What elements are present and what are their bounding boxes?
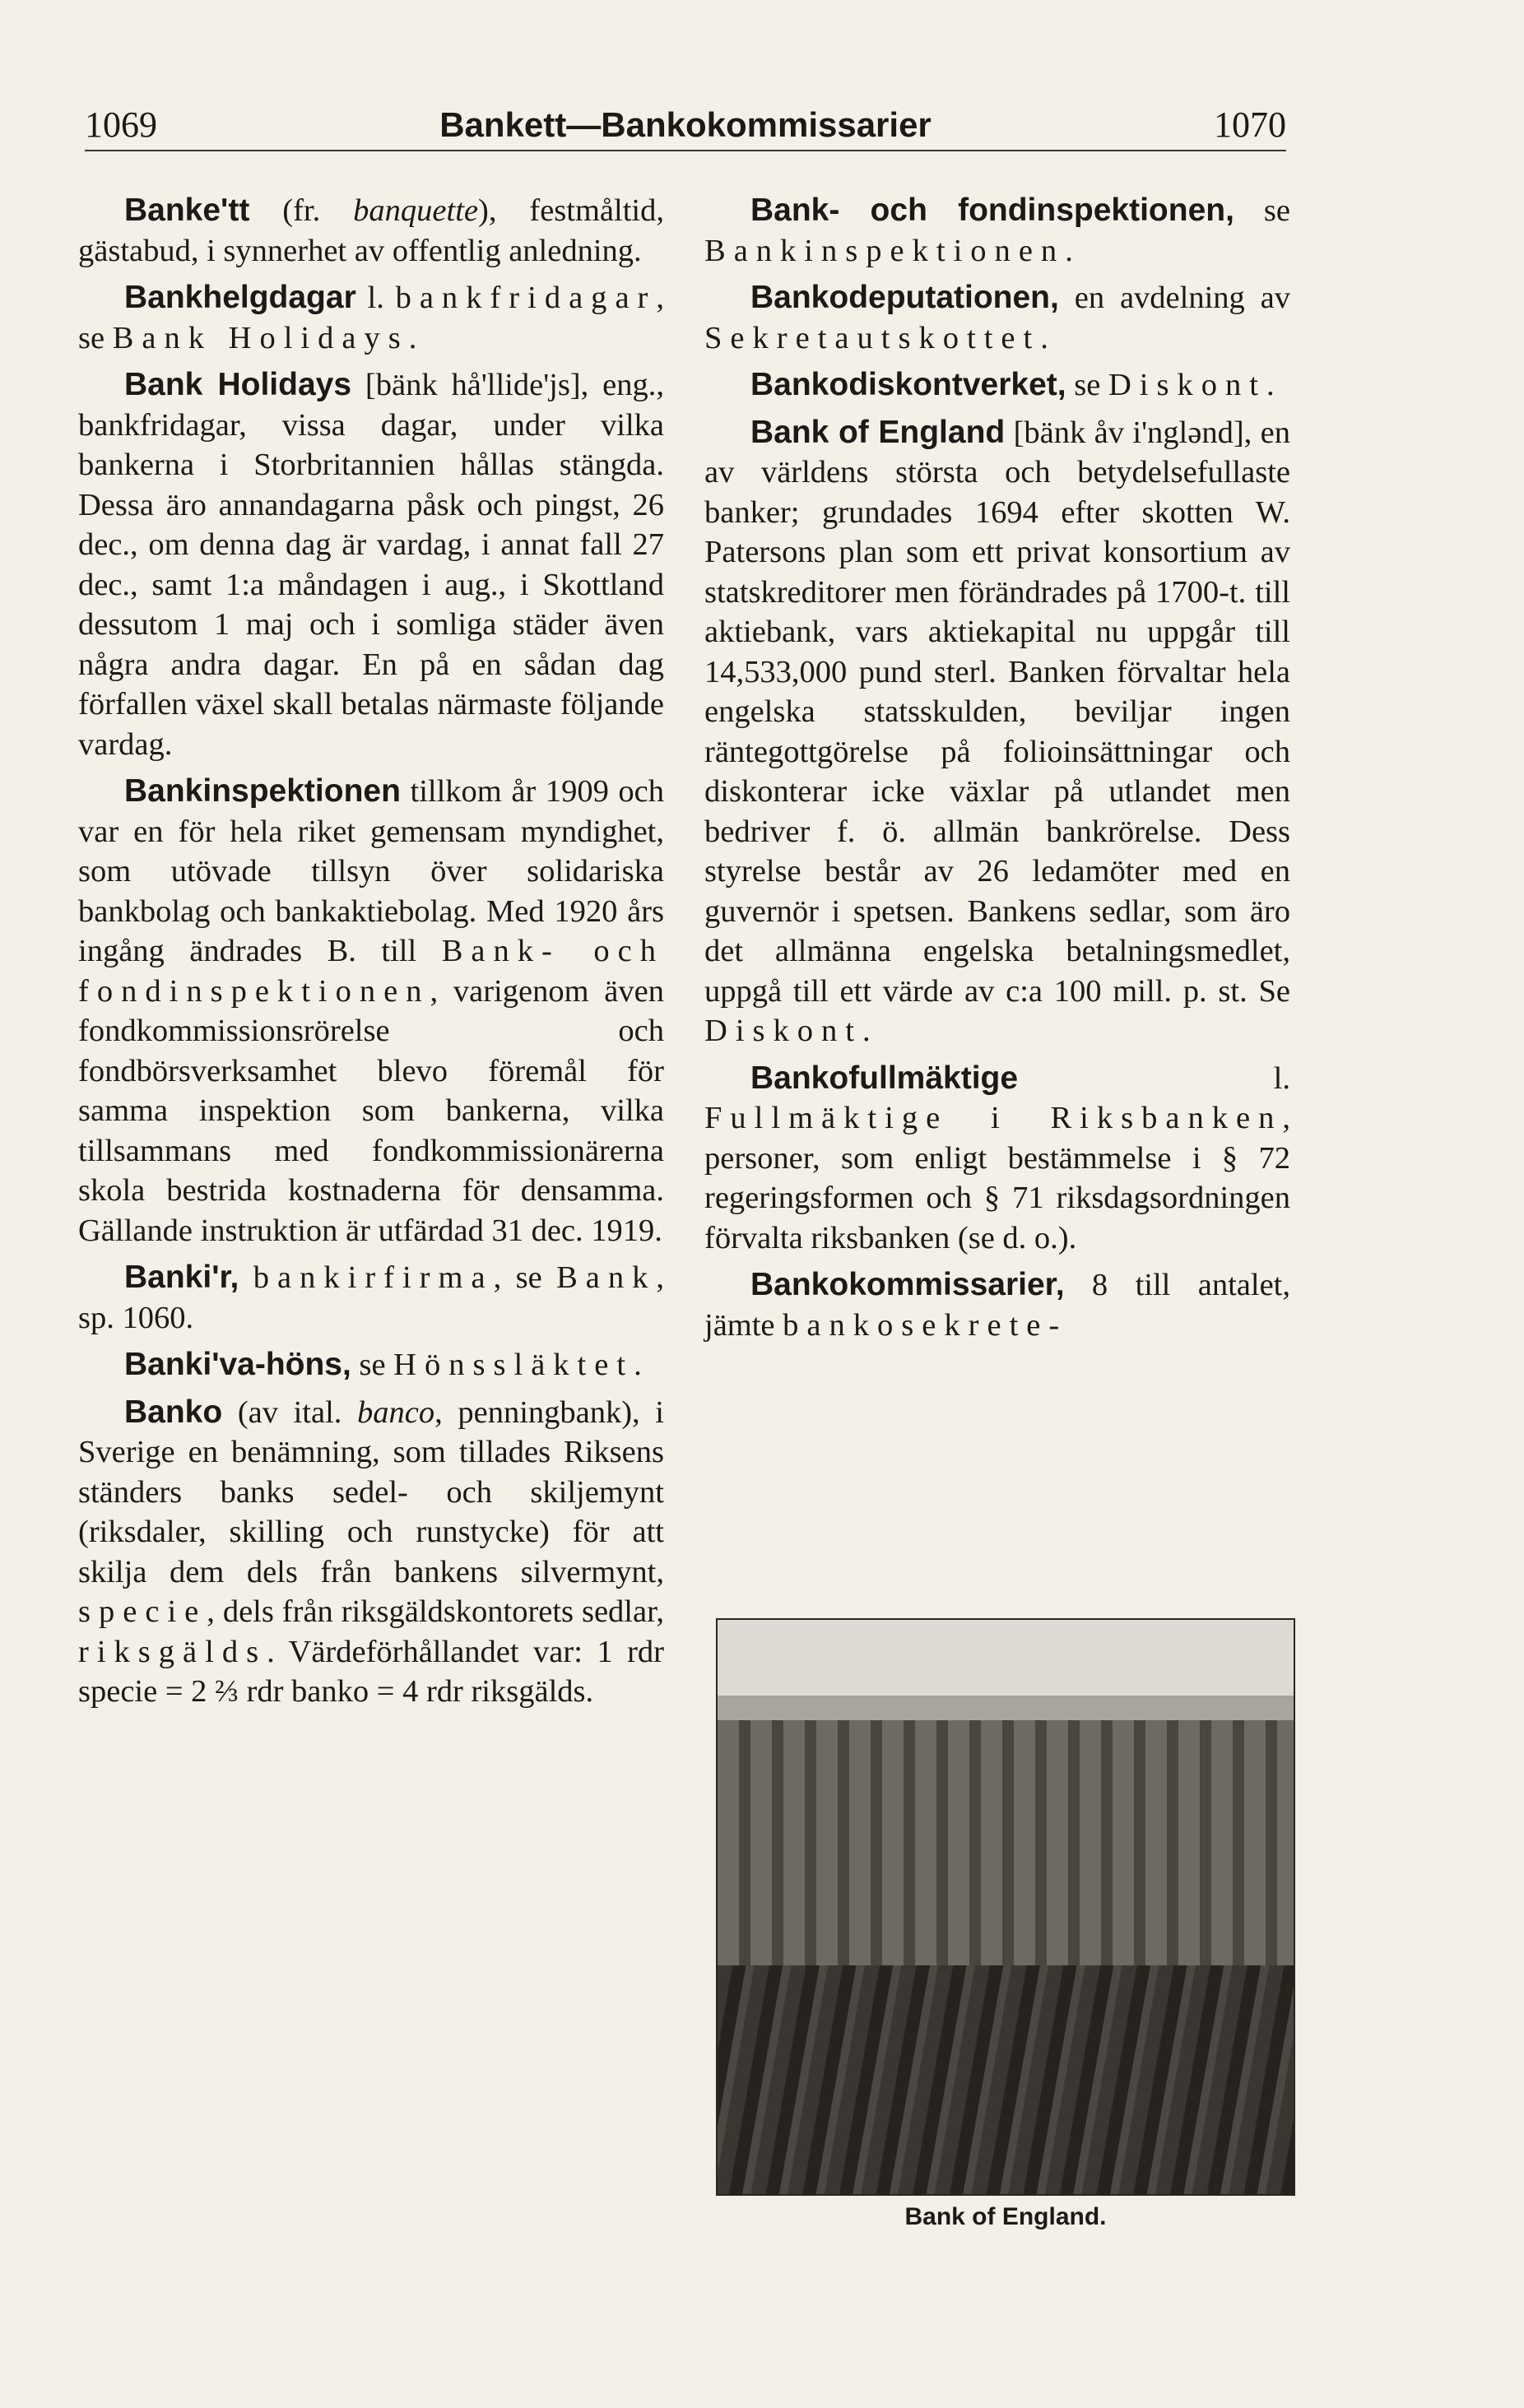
photo-cornice	[718, 1696, 1294, 1720]
dictionary-entry	[78, 1258, 664, 1338]
entry-text	[239, 1260, 253, 1295]
entry-text: , se	[493, 1260, 557, 1295]
cross-reference: Diskont	[1108, 368, 1266, 402]
entry-text: (fr.	[249, 193, 354, 228]
entry-headword: Banke'tt	[124, 193, 250, 228]
cross-reference: Hönssläktet	[393, 1348, 634, 1382]
cross-reference: Bank Holidays	[112, 320, 409, 355]
dictionary-entry	[704, 191, 1290, 271]
entry-text: ), festmåltid, gästabud, i synnerhet av offentlig anledning.	[78, 193, 664, 268]
running-head: Bankett—Bankokommissarier	[439, 105, 932, 144]
entry-text: .	[634, 1348, 642, 1382]
cross-reference: Bankinspektionen	[704, 233, 1066, 268]
cross-reference: Sekretautskottet	[704, 320, 1041, 355]
dictionary-entry	[704, 278, 1290, 358]
entry-headword: Bankofullmäktige	[750, 1060, 1019, 1096]
entry-headword: Bank of England	[750, 414, 1006, 450]
photo-building	[718, 1698, 1294, 1970]
dictionary-entry	[704, 1059, 1290, 1259]
dictionary-entry	[704, 413, 1290, 1051]
entry-headword: Bankinspektionen	[124, 773, 401, 809]
bank-of-england-photo	[716, 1618, 1295, 2196]
entry-text: , dels från riksgäldskontorets sedlar,	[207, 1594, 664, 1629]
entry-text: . Värdeförhållandet var: 1 rdr specie = 2 ⅔ rdr banko = 4 rdr riksgälds.	[78, 1634, 664, 1709]
entry-text: .	[1065, 233, 1073, 268]
column-right	[704, 191, 1290, 1352]
column-left	[78, 191, 664, 1719]
cross-reference: Bank- och fondinspektionen	[78, 934, 664, 1009]
entry-headword: Bankokommissarier,	[750, 1267, 1065, 1302]
entry-text: .	[1266, 368, 1275, 402]
entry-text: se	[1234, 193, 1291, 228]
entry-text: .	[408, 320, 417, 355]
entry-headword: Bankhelgdagar	[124, 280, 356, 315]
photo-street	[718, 1965, 1294, 2194]
dictionary-entry	[78, 191, 664, 271]
entry-text: , sp. 1060.	[78, 1260, 664, 1335]
cross-reference: riksgälds	[78, 1634, 267, 1669]
entry-text: tillkom år 1909 och var en för hela riket gemensam myndighet, som utövade tillsyn över solidariska bankbolag och bankaktiebolag. Med 1920 års ingång ändrades B. till	[78, 774, 664, 968]
entry-text: se	[1066, 368, 1108, 402]
cross-reference: specie	[78, 1594, 207, 1629]
entry-text: 8 till antalet, jämte	[704, 1268, 1290, 1343]
page-number-left: 1069	[85, 104, 157, 145]
entry-headword: Banko	[124, 1394, 223, 1430]
dictionary-entry	[78, 1345, 664, 1385]
entry-headword: Banki'va-höns,	[124, 1347, 351, 1382]
entry-headword: Banki'r,	[124, 1260, 239, 1295]
dictionary-entry	[704, 365, 1290, 406]
dictionary-entry	[78, 1393, 664, 1712]
cross-reference: bankirfirma	[253, 1260, 494, 1295]
cross-reference: Fullmäktige i Riksbanken	[704, 1101, 1283, 1135]
figure-caption: Bank of England.	[904, 2203, 1107, 2230]
entry-text: , penningbank), i Sverige en benämning, som tillades Riksens ständers banks sedel- och skiljemynt (riksdaler, skilling och runstycke) för att skilja dem dels från bankens silvermynt,	[78, 1394, 665, 1589]
page-number-right: 1070	[1214, 104, 1286, 145]
dictionary-entry	[704, 1265, 1290, 1345]
cross-reference: bankfridagar	[395, 281, 657, 315]
cross-reference: bankosekrete-	[783, 1307, 1068, 1343]
entry-text: l.	[1018, 1060, 1290, 1096]
entry-text: .	[862, 1014, 871, 1048]
page-header	[85, 100, 1286, 151]
entry-headword: Bankodeputationen,	[750, 280, 1059, 315]
cross-reference: Bank	[556, 1260, 657, 1295]
entry-text: , se	[78, 281, 664, 355]
italic-term: banco	[357, 1394, 435, 1430]
entry-text: .	[1040, 320, 1048, 355]
entry-headword: Bank- och fondinspektionen,	[750, 193, 1234, 228]
entry-text: (av ital.	[222, 1394, 358, 1430]
dictionary-entry	[78, 278, 664, 358]
entry-text: se	[351, 1348, 394, 1382]
entry-text: , personer, som enligt bestämmelse i § 72 regeringsformen och § 71 riksdagsordningen förvalta riksbanken (se d. o.).	[704, 1101, 1290, 1255]
entry-text: [bänk hå'llide'js], eng., bankfridagar, vissa dagar, under vilka bankerna i Storbritannien hållas stängda. Dessa äro annandagarna påsk och pingst, 26 dec., om denna dag är vardag, i annat fall 27 dec., samt 1:a måndagen i aug., i Skottland dessutom 1 maj och i somliga städer även några andra dagar. En på en sådan dag förfallen växel skall betalas närmaste följande vardag.	[78, 368, 664, 762]
entry-text: en avdelning av	[1058, 281, 1290, 315]
entry-headword: Bankodiskontverket,	[750, 367, 1066, 402]
italic-term: banquette	[353, 193, 478, 228]
entry-text: l.	[355, 281, 396, 315]
entry-headword: Bank Holidays	[124, 367, 352, 402]
dictionary-entry	[78, 772, 664, 1250]
dictionary-entry	[78, 365, 664, 764]
entry-text: , varigenom även fondkommissionsrörelse och fondbörsverksamhet blevo föremål för samma inspektion som bankerna, vilka tillsammans med fondkommissionärerna skola bestrida kostnaderna för densamma. Gällande instruktion är utfärdad 31 dec. 1919.	[78, 973, 664, 1248]
cross-reference: Diskont	[704, 1014, 862, 1048]
entry-text: [bänk åv i'nglənd], en av världens största och betydelsefullaste banker; grundades 1694 efter skotten W. Patersons plan som ett privat konsortium av statskreditorer men förändrades på 1700-t. till aktiebank, vars aktiekapital nu uppgår till 14,533,000 pund sterl. Banken förvaltar hela engelska statsskulden, beviljar ingen räntegottgörelse på folioinsättningar och diskonterar icke växlar på utlandet men bedriver f. ö. allmän bankrörelse. Dess styrelse består av 26 ledamöter med en guvernör i spetsen. Bankens sedlar, som äro det allmänna engelska betalningsmedlet, uppgå till ett värde av c:a 100 mill. p. st. Se	[704, 415, 1290, 1009]
